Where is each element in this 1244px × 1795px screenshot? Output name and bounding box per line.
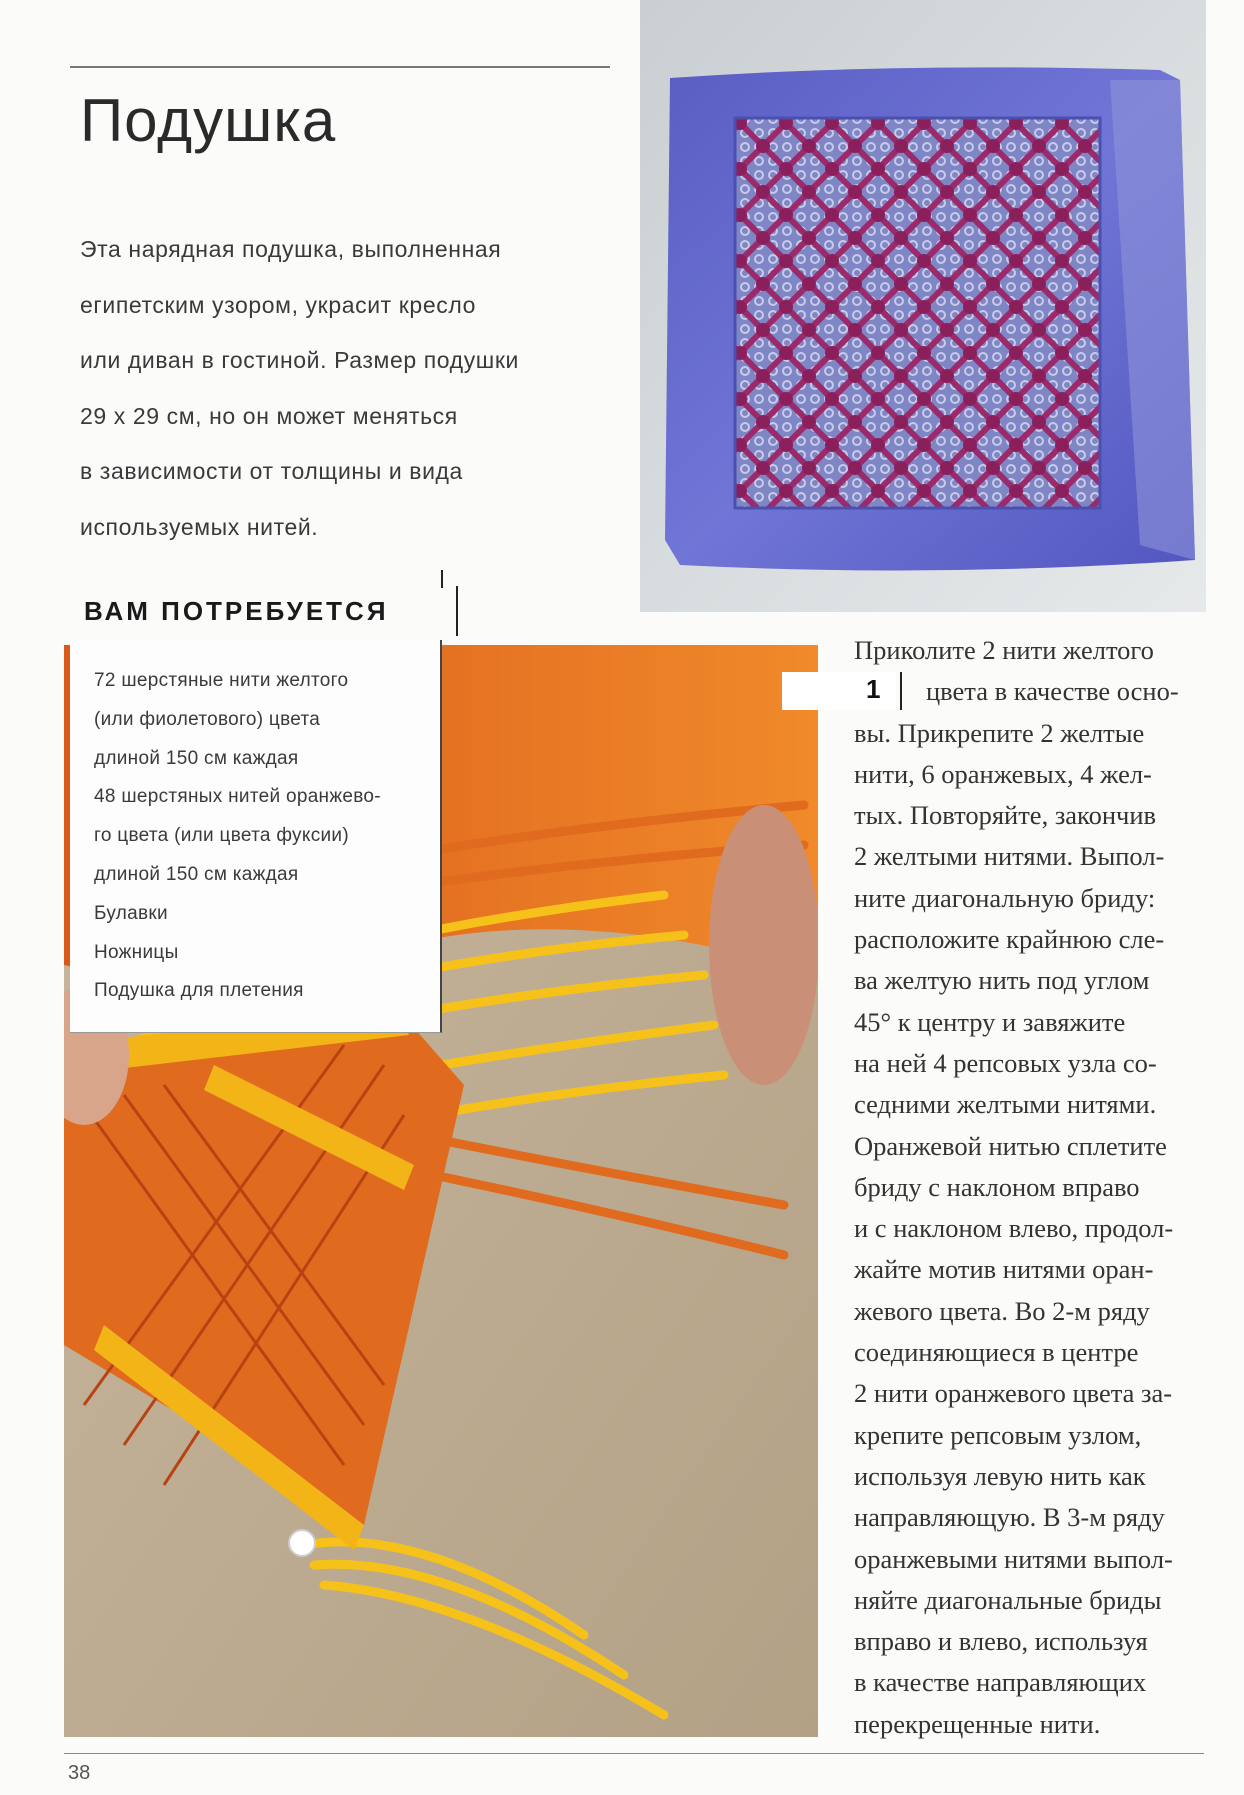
- requirements-list: [94, 662, 381, 1011]
- step-line: няйте диагональные бриды: [854, 1584, 1162, 1615]
- step-line: вправо и влево, используя: [854, 1626, 1148, 1657]
- step-line: Оранжевой нитью сплетите: [854, 1130, 1167, 1161]
- step-line: жайте мотив нитями оран-: [854, 1254, 1154, 1285]
- step-line: используя левую нить как: [854, 1460, 1146, 1491]
- heading-divider: [456, 586, 458, 636]
- footer-rule: [64, 1753, 1204, 1754]
- step-line: жевого цвета. Во 2-м ряду: [854, 1295, 1150, 1326]
- step-line: 2 желтыми нитями. Выпол-: [854, 841, 1165, 872]
- title-rule: [70, 66, 610, 68]
- intro-line: в зависимости от толщины и вида: [80, 458, 463, 484]
- page-number: 38: [68, 1762, 91, 1784]
- intro-line: или диван в гостиной. Размер подушки: [80, 347, 519, 373]
- list-item: Ножницы: [94, 941, 179, 963]
- intro-line: используемых нитей.: [80, 513, 319, 540]
- list-item: 48 шерстяных нитей оранжево-: [94, 786, 381, 808]
- step-line: Приколите 2 нити желтого: [854, 635, 1154, 665]
- step-line: нити, 6 оранжевых, 4 жел-: [854, 758, 1152, 789]
- step-line: расположите крайнюю сле-: [854, 924, 1165, 955]
- step-line: на ней 4 репсовых узла со-: [854, 1047, 1157, 1078]
- list-item: Булавки: [94, 902, 168, 924]
- step-line: вы. Прикрепите 2 желтые: [854, 717, 1145, 748]
- step-line: бриду с наклоном вправо: [854, 1171, 1140, 1202]
- step-line: тых. Повторяйте, закончив: [854, 800, 1157, 831]
- intro-line: 29 x 29 см, но он может меняться: [80, 402, 458, 429]
- step-line: 45° к центру и завяжите: [854, 1006, 1126, 1037]
- step-line: 2 нити оранжевого цвета за-: [854, 1378, 1173, 1409]
- list-item: (или фиолетового) цвета: [94, 708, 321, 730]
- step-line: в качестве направляющих: [854, 1667, 1147, 1698]
- list-item: длиной 150 см каждая: [94, 747, 299, 769]
- pillow-photo: [640, 0, 1206, 612]
- step-line: перекрещенные нити.: [854, 1708, 1101, 1739]
- list-item: Подушка для плетения: [94, 980, 304, 1002]
- step-number: 1: [866, 674, 881, 704]
- step-text: [854, 630, 1234, 1745]
- page-title: Подушка: [80, 87, 337, 154]
- list-item: го цвета (или цвета фуксии): [94, 825, 349, 847]
- intro-text: [80, 222, 600, 555]
- step-line: цвета в качестве осно-: [926, 676, 1179, 707]
- step-line: и с наклоном влево, продол-: [854, 1213, 1174, 1244]
- requirements-box: [70, 640, 442, 1033]
- step-line: соединяющиеся в центре: [854, 1337, 1139, 1368]
- step-line: направляющую. В 3-м ряду: [854, 1502, 1165, 1533]
- intro-line: египетским узором, украсит кресло: [80, 291, 476, 318]
- step-line: седними желтыми нитями.: [854, 1089, 1157, 1120]
- step-line: крепите репсовым узлом,: [854, 1419, 1142, 1450]
- step-line: ва желтую нить под углом: [854, 965, 1150, 996]
- requirements-heading: [70, 586, 458, 636]
- intro-line: Эта нарядная подушка, выполненная: [80, 236, 502, 262]
- list-item: длиной 150 см каждая: [94, 863, 299, 885]
- requirements-heading-label: ВАМ ПОТРЕБУЕТСЯ: [84, 596, 389, 626]
- step-line: ните диагональную бриду:: [854, 882, 1156, 913]
- list-item: 72 шерстяные нити желтого: [94, 670, 349, 691]
- step-line: оранжевыми нитями выпол-: [854, 1543, 1173, 1574]
